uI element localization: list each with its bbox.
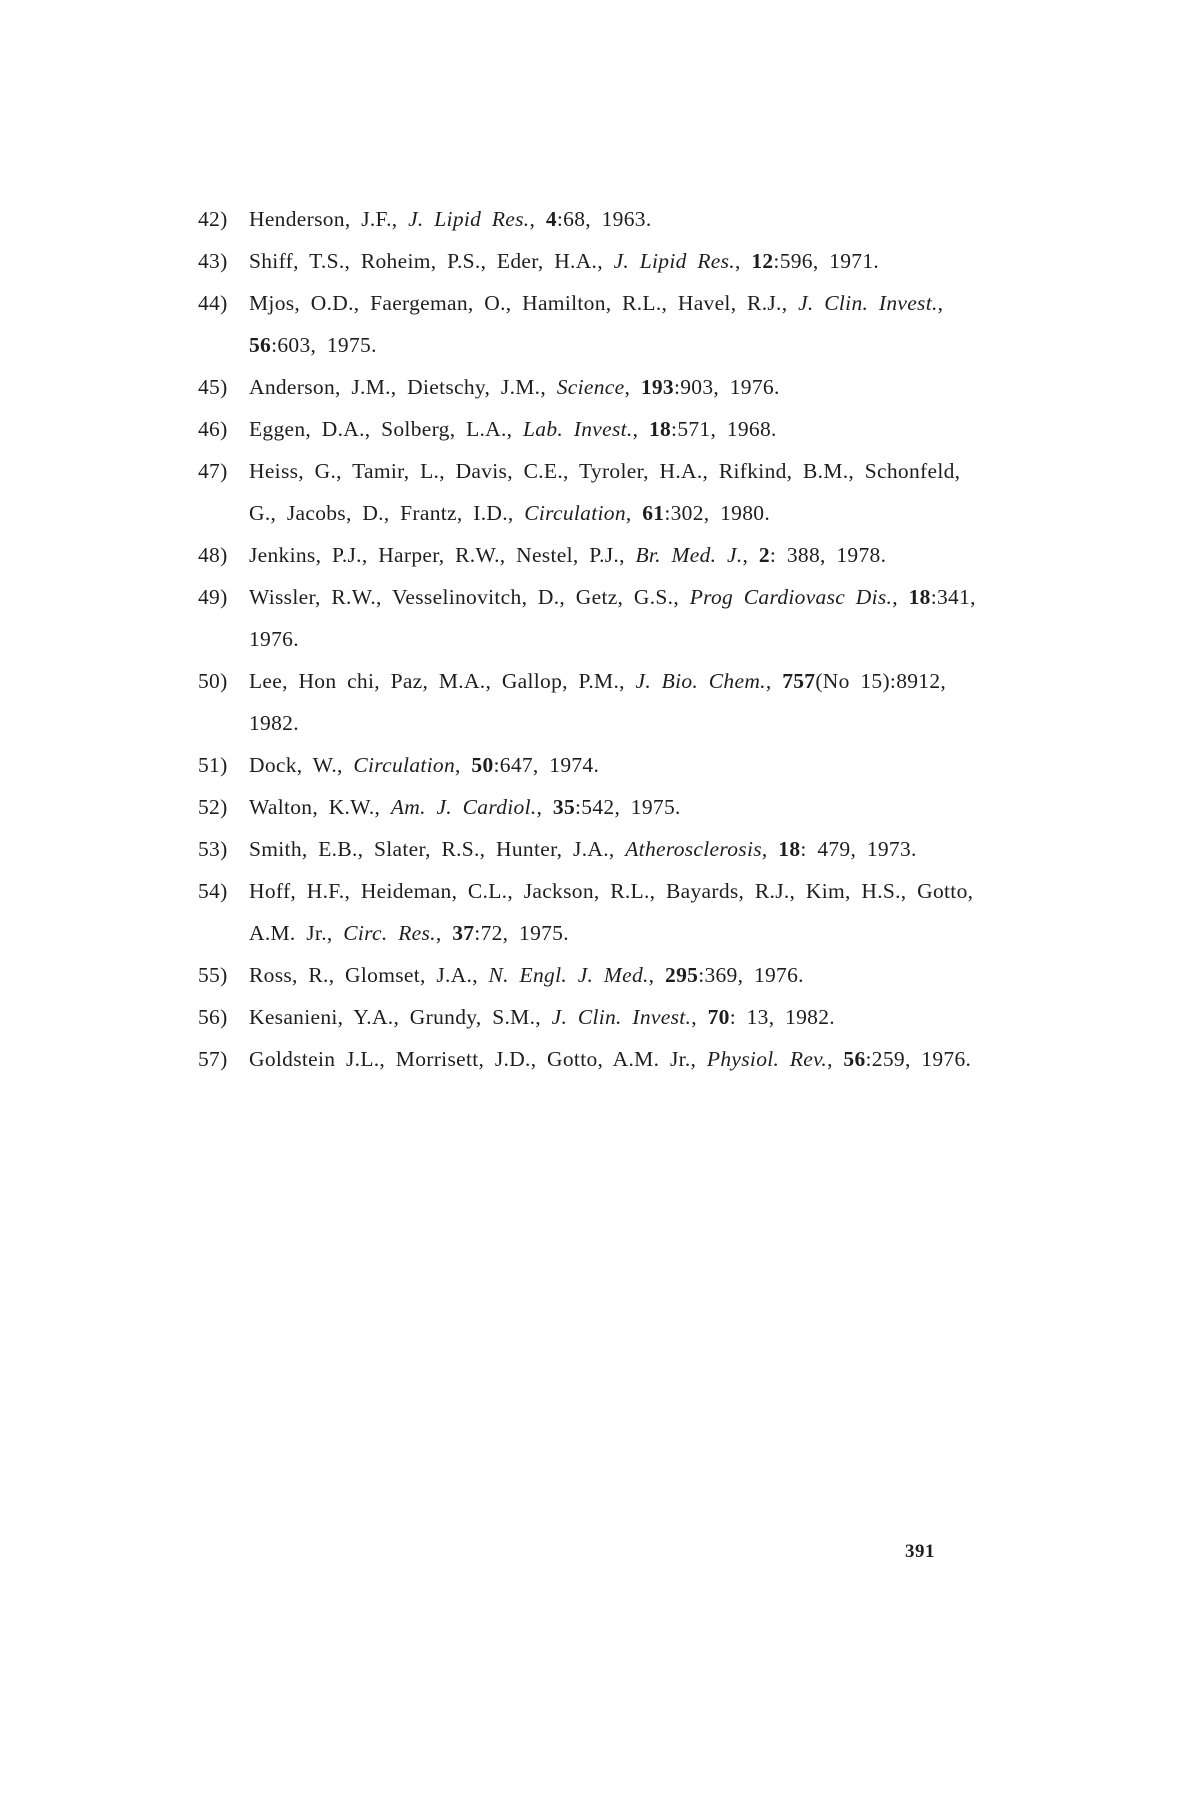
citation-text: , — [691, 1005, 708, 1029]
citation-text: Smith, E.B., Slater, R.S., Hunter, J.A., — [249, 837, 626, 861]
journal-title: Prog Cardiovasc Dis. — [689, 585, 893, 609]
reference-item — [198, 870, 998, 954]
citation-text: Dock, W., — [249, 753, 354, 777]
reference-text — [249, 1005, 835, 1029]
journal-title: Am. J. Cardiol. — [390, 795, 537, 819]
volume-number: 18 — [778, 837, 801, 861]
volume-number: 4 — [545, 207, 557, 231]
reference-number: 49) — [198, 585, 228, 609]
citation-text: , — [435, 921, 453, 945]
citation-text: Walton, K.W., — [249, 795, 391, 819]
journal-title: N. Engl. J. Med. — [488, 963, 649, 987]
reference-text — [249, 459, 960, 525]
reference-number: 57) — [198, 1047, 228, 1071]
citation-text: , — [536, 795, 553, 819]
journal-title: J. Lipid Res. — [408, 207, 530, 231]
citation-text: Shiff, T.S., Roheim, P.S., Eder, H.A., — [249, 249, 614, 273]
reference-text — [249, 291, 943, 357]
citation-text: , — [625, 501, 643, 525]
reference-text — [249, 375, 780, 399]
reference-list — [198, 198, 998, 1080]
journal-title: Circulation — [524, 501, 626, 525]
volume-number: 56 — [249, 333, 272, 357]
reference-text — [249, 207, 652, 231]
reference-item — [198, 744, 998, 786]
reference-text — [249, 249, 879, 273]
citation-text: , — [648, 963, 666, 987]
reference-text — [249, 879, 973, 945]
volume-number: 757 — [782, 669, 816, 693]
citation-text: , — [892, 585, 909, 609]
reference-number: 44) — [198, 291, 228, 315]
reference-item — [198, 366, 998, 408]
citation-text: , — [761, 837, 779, 861]
reference-text — [249, 963, 804, 987]
journal-title: Br. Med. J. — [635, 543, 743, 567]
reference-number: 47) — [198, 459, 228, 483]
reference-number: 53) — [198, 837, 228, 861]
reference-text — [249, 417, 777, 441]
reference-item — [198, 408, 998, 450]
reference-text — [249, 795, 681, 819]
citation-text: Ross, R., Glomset, J.A., — [249, 963, 489, 987]
citation-text: (No 15):8912, 1982. — [249, 669, 947, 735]
volume-number: 12 — [751, 249, 774, 273]
citation-text: , — [937, 291, 944, 315]
reference-item — [198, 282, 998, 366]
citation-text: :647, 1974. — [493, 753, 600, 777]
citation-text: : 388, 1978. — [769, 543, 887, 567]
citation-text: :302, 1980. — [664, 501, 771, 525]
reference-item — [198, 1038, 998, 1080]
journal-title: Physiol. Rev. — [706, 1047, 828, 1071]
volume-number: 18 — [648, 417, 672, 441]
citation-text: :68, 1963. — [556, 207, 652, 231]
citation-text: , — [734, 249, 752, 273]
citation-text: Kesanieni, Y.A., Grundy, S.M., — [249, 1005, 552, 1029]
citation-text: Goldstein J.L., Morrisett, J.D., Gotto, A.M. Jr., — [249, 1047, 707, 1071]
reference-number: 48) — [198, 543, 228, 567]
reference-item — [198, 534, 998, 576]
volume-number: 193 — [640, 375, 674, 399]
journal-title: J. Clin. Invest. — [798, 291, 938, 315]
citation-text: :603, 1975. — [271, 333, 377, 357]
citation-text: :341, 1976. — [249, 585, 976, 651]
volume-number: 56 — [843, 1047, 866, 1071]
citation-text: , — [455, 753, 472, 777]
reference-item — [198, 996, 998, 1038]
volume-number: 37 — [452, 921, 475, 945]
citation-text: , — [529, 207, 546, 231]
reference-number: 54) — [198, 879, 228, 903]
citation-text: :596, 1971. — [773, 249, 880, 273]
citation-text: Hoff, H.F., Heideman, C.L., Jackson, R.L., Bayards, R.J., Kim, H.S., Gotto, A.M. Jr., — [249, 879, 974, 945]
volume-number: 2 — [758, 543, 770, 567]
citation-text: , — [765, 669, 783, 693]
journal-title: J. Bio. Chem. — [635, 669, 766, 693]
reference-number: 56) — [198, 1005, 228, 1029]
reference-item — [198, 240, 998, 282]
citation-text: Anderson, J.M., Dietschy, J.M., — [249, 375, 557, 399]
volume-number: 61 — [642, 501, 665, 525]
citation-text: :369, 1976. — [698, 963, 804, 987]
citation-text: :72, 1975. — [474, 921, 569, 945]
citation-text: : 479, 1973. — [800, 837, 917, 861]
journal-title: Atherosclerosis — [625, 837, 762, 861]
page-number: 391 — [905, 1541, 935, 1562]
reference-text — [249, 1047, 971, 1071]
citation-text: :571, 1968. — [671, 417, 777, 441]
reference-number: 42) — [198, 207, 228, 231]
citation-text: :903, 1976. — [673, 375, 780, 399]
reference-text — [249, 753, 599, 777]
citation-text: Mjos, O.D., Faergeman, O., Hamilton, R.L., Havel, R.J., — [249, 291, 799, 315]
journal-title: J. Clin. Invest. — [551, 1005, 692, 1029]
journal-title: Circ. Res. — [343, 921, 436, 945]
journal-title: Science — [556, 375, 625, 399]
journal-title: Circulation — [353, 753, 456, 777]
citation-text: Lee, Hon chi, Paz, M.A., Gallop, P.M., — [249, 669, 636, 693]
citation-text: Eggen, D.A., Solberg, L.A., — [249, 417, 524, 441]
reference-number: 43) — [198, 249, 228, 273]
citation-text: Henderson, J.F., — [249, 207, 409, 231]
citation-text: :542, 1975. — [575, 795, 681, 819]
reference-item — [198, 954, 998, 996]
reference-text — [249, 669, 946, 735]
reference-text — [249, 585, 976, 651]
citation-text: Heiss, G., Tamir, L., Davis, C.E., Tyroler, H.A., Rifkind, B.M., Schonfeld, G., Jacobs, D., Frantz, I.D., — [249, 459, 961, 525]
reference-text — [249, 543, 886, 567]
reference-item — [198, 828, 998, 870]
volume-number: 295 — [665, 963, 699, 987]
reference-item — [198, 660, 998, 744]
reference-number: 51) — [198, 753, 228, 777]
reference-number: 55) — [198, 963, 228, 987]
reference-number: 52) — [198, 795, 228, 819]
reference-item — [198, 576, 998, 660]
citation-text: , — [742, 543, 759, 567]
reference-item — [198, 786, 998, 828]
reference-number: 46) — [198, 417, 228, 441]
citation-text: , — [624, 375, 641, 399]
reference-number: 50) — [198, 669, 228, 693]
volume-number: 70 — [707, 1005, 730, 1029]
citation-text: :259, 1976. — [865, 1047, 972, 1071]
reference-item — [198, 450, 998, 534]
citation-text: Wissler, R.W., Vesselinovitch, D., Getz, G.S., — [249, 585, 690, 609]
reference-text — [249, 837, 917, 861]
volume-number: 50 — [471, 753, 494, 777]
journal-title: J. Lipid Res. — [613, 249, 735, 273]
citation-text: , — [632, 417, 649, 441]
reference-number: 45) — [198, 375, 228, 399]
volume-number: 35 — [552, 795, 576, 819]
citation-text: Jenkins, P.J., Harper, R.W., Nestel, P.J., — [249, 543, 636, 567]
citation-text: : 13, 1982. — [729, 1005, 835, 1029]
citation-text: , — [827, 1047, 844, 1071]
reference-item — [198, 198, 998, 240]
volume-number: 18 — [908, 585, 931, 609]
journal-title: Lab. Invest. — [523, 417, 633, 441]
